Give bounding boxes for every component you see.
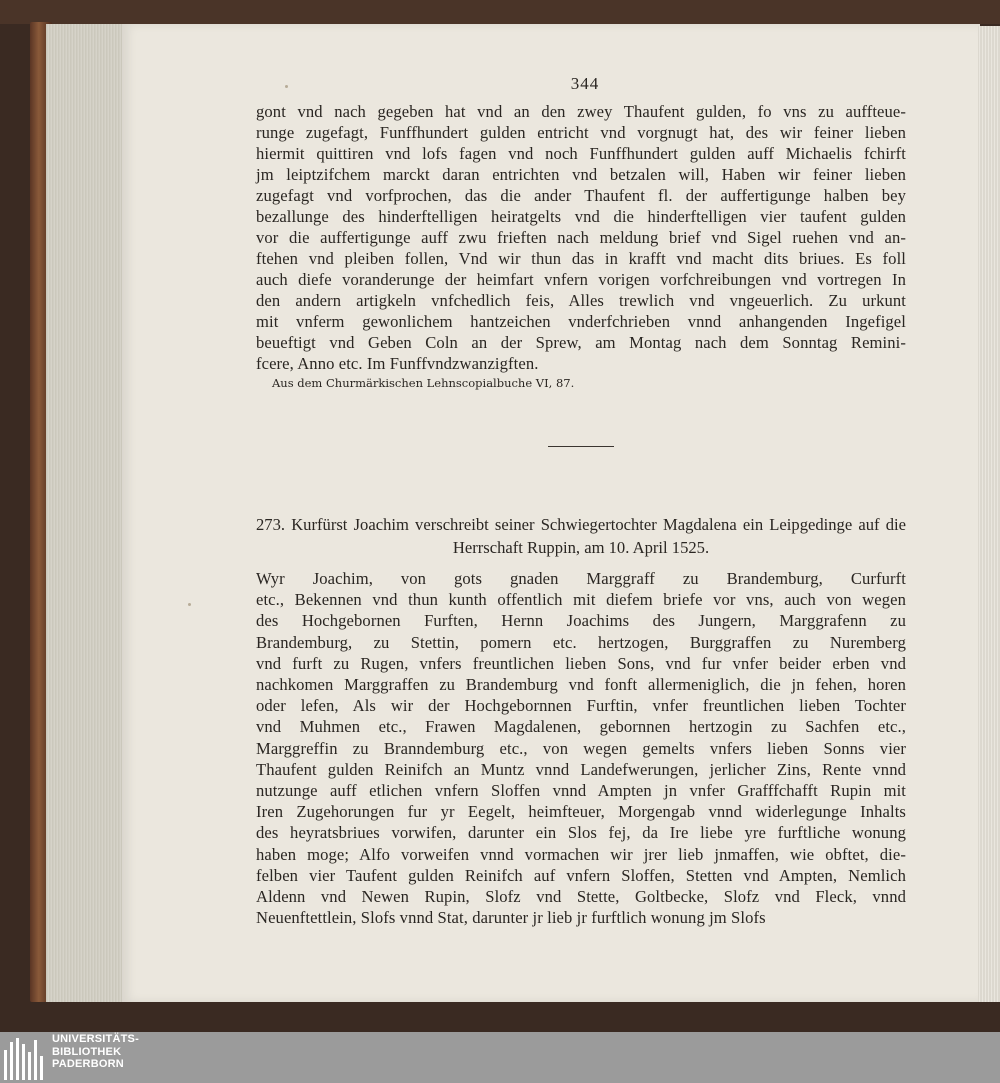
- text-line: mit vnferm gewonlichem hantzeichen vnderfchrieben vnnd anhangenden Ingefigel: [256, 312, 906, 331]
- text-line: nachkomen Marggraffen zu Brandemburg vnd fonft allermeniglich, die jn fehen, horen: [256, 675, 906, 694]
- text-line: gont vnd nach gegeben hat vnd an den zwey Thaufent gulden, fo vns zu auffteue-: [256, 102, 906, 121]
- text-line: bezallunge des hinderftelligen heiratgelts vnd die hinderftelligen vier taufent gulden: [256, 207, 906, 226]
- text-line: den andern artigkeln vnfchedlich feis, Alles trewlich vnd vngeuerlich. Zu urkunt: [256, 291, 906, 310]
- text-line: Thaufent gulden Reinifch an Muntz vnnd Landefwerungen, jerlicher Zins, Rente vnnd: [256, 759, 906, 779]
- library-name-line1: UNIVERSITÄTS-: [52, 1033, 139, 1045]
- library-name-line3: PADERBORN: [52, 1058, 124, 1070]
- text-line: Iren Zugehorungen fur yr Eegelt, heimfteuer, Morgengab vnnd widerlegunge Inhalts: [256, 802, 906, 822]
- text-line: vnd Muhmen etc., Frawen Magdalenen, gebornnen hertzogin zu Sachfen etc.,: [256, 717, 906, 737]
- text-line: beueftigt vnd Geben Coln an der Sprew, am Montag nach dem Sonntag Remini-: [256, 333, 906, 352]
- text-line: felben vier Taufent gulden Reinifch auf vnfern Sloffen, Stetten vnd Ampten, Nemlich: [256, 865, 906, 885]
- library-footer: [0, 1032, 1000, 1083]
- right-page-edges: [978, 26, 1000, 1002]
- library-logo-icon: [0, 1036, 46, 1080]
- text-line: auch diefe voranderunge der heimfart vnfern vorigen vorfchreibungen vnd vortregen In: [256, 270, 906, 289]
- text-line: oder lefen, Als wir der Hochgebornnen Furftin, vnfer freuntlichen lieben Tochter: [256, 696, 906, 716]
- text-line: vnd furft zu Rugen, vnfers freuntlichen lieben Sons, vnd fur vnfer beider erben vnd: [256, 653, 906, 673]
- page-edges: [46, 24, 124, 1002]
- text-line: des heyratsbriues vorwifen, darunter ein Slos fej, da Ire liebe yre furftliche wonung: [256, 823, 906, 843]
- text-line: Marggreffin zu Branndemburg etc., von wegen gemelts vnfers lieben Sonns vier: [256, 738, 906, 758]
- library-name: [52, 1033, 139, 1071]
- paper-spot: [188, 603, 191, 606]
- text-line: jm leiptzifchem marckt daran entrichten vnd betzalen will, Haben wir feiner lieben: [256, 165, 906, 184]
- source-note: Aus dem Churmärkischen Lehnscopialbuche VI, 87.: [272, 376, 575, 390]
- page-number: 344: [570, 74, 600, 93]
- text-line: haben moge; Alfo vorweifen vnnd vormachen wir jrer lieb jnmaffen, wie obftet, die-: [256, 844, 906, 864]
- document-heading-line2: Herrschaft Ruppin, am 10. April 1525.: [452, 538, 710, 557]
- section-divider: [548, 446, 614, 447]
- scan-bottom-border: [0, 1002, 1000, 1032]
- text-line: zugefagt vnd vorfprochen, das die ander Thaufent fl. der auffertigunge halben bey: [256, 186, 906, 205]
- text-line: vor die auffertigunge auff zwu frieften nach meldung brief vnd Sigel ruehen vnd an-: [256, 228, 906, 247]
- text-line: nutzunge auff etlichen vnfern Sloffen vnnd Ampten jn vnfer Grafffchafft Rupin mit: [256, 781, 906, 800]
- text-line: fcere, Anno etc. Im Funffvndzwanzigften.: [256, 354, 539, 373]
- text-line: Aldenn vnd Newen Rupin, Slofz vnd Stette, Goltbecke, Slofz vnd Fleck, vnnd: [256, 887, 906, 906]
- library-name-line2: BIBLIOTHEK: [52, 1045, 122, 1058]
- text-line: Wyr Joachim, von gots gnaden Marggraff zu Brandemburg, Curfurft: [256, 569, 906, 588]
- paper-spot: [285, 85, 288, 88]
- text-line: Neuenftettlein, Slofs vnnd Stat, darunter jr lieb jr furftlich wonung jm Slofs: [256, 908, 766, 928]
- scan-top-border: [0, 0, 1000, 24]
- text-line: hiermit quittiren vnd lofs fagen vnd noch Funffhundert gulden auff Michaelis fchirft: [256, 144, 906, 163]
- text-line: des Hochgebornen Furften, Hernn Joachims des Jungern, Marggrafenn zu: [256, 611, 906, 631]
- text-line: ftehen vnd pleiben follen, Vnd wir thun das in krafft vnd macht dits briues. Es foll: [256, 249, 906, 268]
- text-line: Brandemburg, zu Stettin, pomern etc. hertzogen, Burggraffen zu Nuremberg: [256, 632, 906, 652]
- text-line: runge zugefagt, Funffhundert gulden entricht vnd vorgnugt hat, des wir feiner lieben: [256, 123, 906, 142]
- document-heading-line1: 273. Kurfürst Joachim verschreibt seiner Schwiegertochter Magdalena ein Leipgedinge auf die: [256, 515, 906, 534]
- text-line: etc., Bekennen vnd thun kunth offentlich mit diefem briefe vor vns, auch von wegen: [256, 590, 906, 610]
